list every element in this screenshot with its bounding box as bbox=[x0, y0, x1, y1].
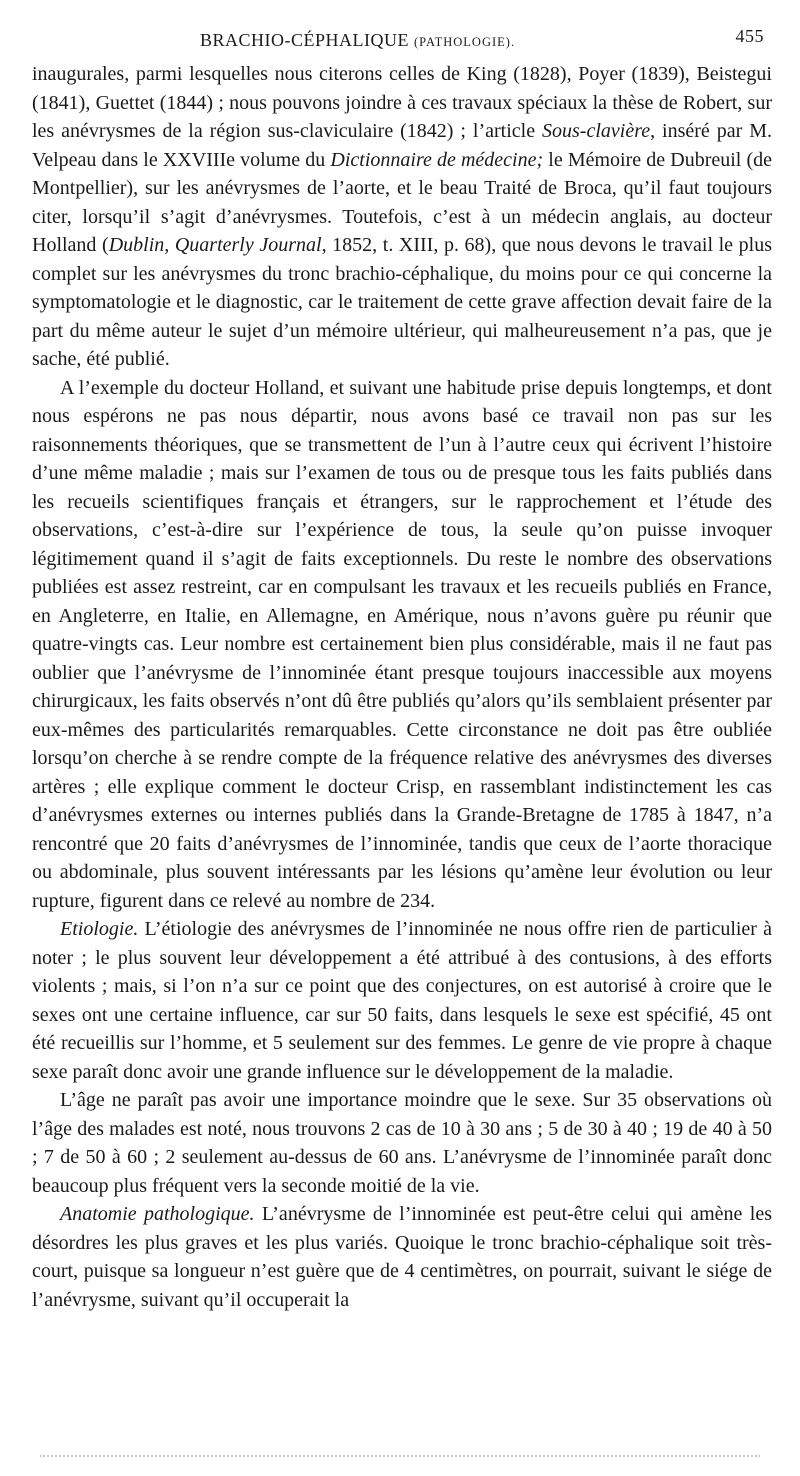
running-title-main: BRACHIO-CÉPHALIQUE bbox=[200, 30, 409, 50]
page-number: 455 bbox=[735, 26, 764, 46]
running-head bbox=[32, 22, 772, 50]
paragraph-intro bbox=[32, 60, 772, 374]
text-run: L’étiologie des anévrysmes de l’innominée ne nous offre rien de particulier à noter ; le plus souvent leur développement a été attribué à des contusions, à des efforts violents ; mais, si l’on n’a sur ce point que des conjectures, on est autorisé à croire que le sexes ont une certaine influence, car sur 50 faits, dans lesquels le sexe est spécifié, 45 ont été recueillis sur l’homme, et 5 seulement sur des femmes. Le genre de vie propre à chaque sexe paraît donc avoir une grande influence sur le développement de la maladie. bbox=[32, 918, 772, 1083]
italic-title-sous-claviere: Sous-clavière bbox=[542, 120, 651, 142]
paragraph-method bbox=[32, 374, 772, 916]
paragraph-etiologie bbox=[32, 915, 772, 1086]
body-text bbox=[32, 60, 772, 1314]
section-heading-etiologie: Etiologie. bbox=[60, 918, 139, 940]
running-title-section: (PATHOLOGIE). bbox=[414, 35, 516, 49]
footer-rule bbox=[40, 1455, 760, 1457]
text-run: , 1852, t. XIII, p. 68), que nous devons le travail le plus complet sur les anévrysmes du tronc brachio-céphalique, du moins pour ce qui concerne la symptomatologie et le diagnostic, car le traitement de cette grave affection devait faire de la part du même auteur le sujet d’un mémoire ultérieur, qui malheureusement n’a pas, que je sache, été publié. bbox=[32, 234, 773, 370]
text-run: le Mémoire de Dubreuil (de Montpellier), sur les anévrysmes de l’aorte, et le beau Traité de Broca, qu’il faut toujours citer, lorsqu’il s’agit d’anévrysmes. Toutefois, c’est à un médecin anglais, au docteur Holland ( bbox=[32, 148, 772, 256]
text-run: L’âge ne paraît pas avoir une importance moindre que le sexe. Sur 35 observations où l’âge des malades est noté, nous trouvons 2 cas de 10 à 30 ans ; 5 de 30 à 40 ; 19 de 40 à 50 ; 7 de 50 à 60 ; 2 seulement au-dessus de 60 ans. L’anévrysme de l’innominée paraît donc beaucoup plus fréquent vers la seconde moitié de la vie. bbox=[32, 1089, 772, 1197]
text-run: A l’exemple du docteur Holland, et suivant une habitude prise depuis longtemps, et dont nous espérons ne pas nous départir, nous avons basé ce travail non pas sur les raisonnements théoriques, que se transmettent de l’un à l’autre ceux qui écrivent l’histoire d’une même maladie ; mais sur l’examen de tous ou de presque tous les faits publiés dans les recueils scientifiques français et étrangers, sur le rapprochement et l’étude des observations, c’est-à-dire sur l’expérience de tous, la seule qu’on puisse invoquer légitimement quand il s’agit de faits exceptionnels. Du reste le nombre des observations publiées est assez restreint, car en compulsant les travaux et les recueils publiés en France, en Angleterre, en Italie, en Allemagne, en Amérique, nous n’avons guère pu réunir que quatre-vingts cas. Leur nombre est certainement bien plus considérable, mais il ne faut pas oublier que l’anévrysme de l’innominée étant presque toujours inaccessible aux moyens chirurgicaux, les faits observés n’ont dû être publiés qu’alors qu’ils semblaient présenter par eux-mêmes des particularités remarquables. Cette circonstance ne doit pas être oubliée lorsqu’on cherche à se rendre compte de la fréquence relative des anévrysmes des diverses artères ; elle explique comment le docteur Crisp, en rassemblant indistinctement les cas d’anévrysmes externes ou internes publiés dans la Grande-Bretagne de 1785 à 1847, n’a rencontré que 20 faits d’anévrysmes de l’innominée, tandis que ceux de l’aorte thoracique ou abdominale, plus souvent intéressants par les lésions qu’amène leur évolution ou leur rupture, figurent dans ce relevé au nombre de 234. bbox=[32, 376, 772, 912]
paragraph-anatomie bbox=[32, 1200, 772, 1314]
text-run: inaugurales, parmi lesquelles nous citerons celles de King (1828), Poyer (1839), Beistegui (1841), Guettet (1844) ; nous pouvons joindre à ces travaux spéciaux la thèse de Robert, sur les anévrysmes de la région sus-claviculaire (1842) ; l’article bbox=[32, 63, 772, 142]
section-heading-anatomie: Anatomie pathologique. bbox=[60, 1203, 255, 1225]
text-run: , inséré par M. Velpeau dans le XXVIIIe volume du bbox=[32, 120, 773, 171]
italic-title-dictionnaire: Dictionnaire de médecine; bbox=[330, 148, 544, 171]
document-page bbox=[32, 22, 772, 1314]
text-run: L’anévrysme de l’innominée est peut-être celui qui amène les désordres les plus graves et les plus variés. Quoique le tronc brachio-céphalique soit très-court, puisque sa longueur n’est guère que de 4 centimètres, on pourrait, suivant le siége de l’anévrysme, suivant qu’il occuperait la bbox=[32, 1203, 772, 1311]
italic-title-dublin-journal: Dublin, Quarterly Journal bbox=[108, 234, 322, 256]
paragraph-age bbox=[32, 1086, 772, 1200]
running-title bbox=[200, 30, 515, 51]
